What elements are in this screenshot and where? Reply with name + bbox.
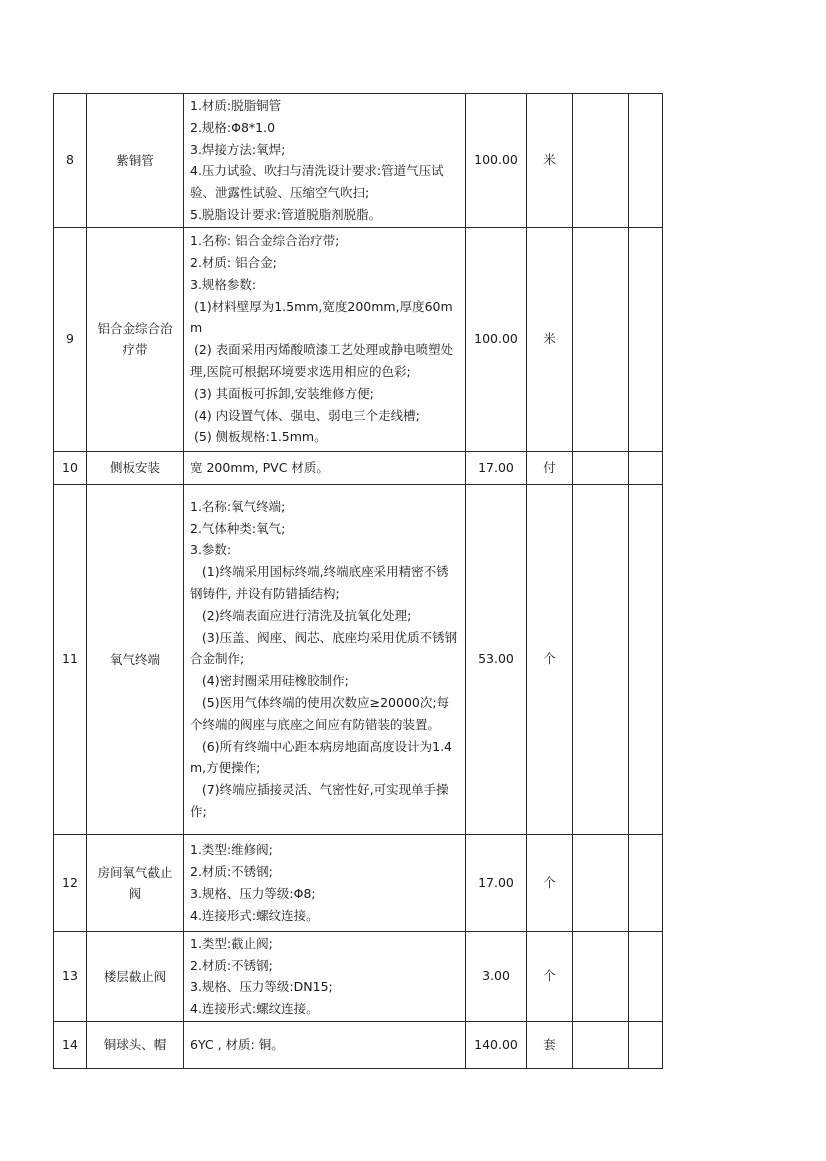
description-line: (1)终端采用国标终端,终端底座采用精密不锈钢铸件, 并设有防错插结构;: [190, 564, 449, 601]
item-name: 铜球头、帽: [87, 1021, 184, 1068]
spec-table: [53, 93, 663, 1069]
description-line: (6)所有终端中心距本病房地面高度设计为1.4m,方便操作;: [190, 738, 453, 776]
empty-cell: [573, 834, 629, 931]
table-row: [54, 1021, 663, 1068]
item-unit: 个: [527, 931, 573, 1021]
row-number: 9: [54, 227, 87, 451]
empty-cell: [629, 931, 663, 1021]
empty-cell: [573, 484, 629, 834]
table-row: [54, 227, 663, 451]
empty-cell: [629, 484, 663, 834]
row-number: 14: [54, 1021, 87, 1068]
description-line: 6YC , 材质: 铜。: [190, 1037, 284, 1053]
description-line: 3.规格、压力等级:DN15;: [190, 979, 333, 995]
item-name: 房间氧气截止阀: [87, 834, 184, 931]
item-quantity: 100.00: [466, 94, 527, 228]
item-description: [184, 931, 466, 1021]
description-line: (7)终端应插接灵活、气密性好,可实现单手操作;: [190, 782, 449, 819]
empty-cell: [573, 1021, 629, 1068]
description-line: (1)材料壁厚为1.5mm,宽度200mm,厚度60mm: [190, 298, 453, 336]
item-name: 楼层截止阀: [87, 931, 184, 1021]
description-line: (3)压盖、阀座、阀芯、底座均采用优质不锈钢合金制作;: [190, 629, 458, 667]
description-line: 1.类型:截止阀;: [190, 935, 273, 951]
item-description: [184, 227, 466, 451]
item-unit: 套: [527, 1021, 573, 1068]
description-line: 2.材质: 铝合金;: [190, 255, 277, 271]
item-description: [184, 484, 466, 834]
empty-cell: [573, 451, 629, 484]
empty-cell: [629, 834, 663, 931]
empty-cell: [573, 94, 629, 228]
spec-table-body: [54, 94, 663, 1069]
empty-cell: [629, 451, 663, 484]
item-quantity: 17.00: [466, 451, 527, 484]
row-number: 12: [54, 834, 87, 931]
description-line: (5) 侧板规格:1.5mm。: [190, 429, 327, 445]
item-unit: 付: [527, 451, 573, 484]
description-line: (4) 内设置气体、强电、弱电三个走线槽;: [190, 407, 420, 423]
description-line: 2.气体种类:氧气;: [190, 520, 286, 536]
description-line: 1.名称:氧气终端;: [190, 498, 286, 514]
description-line: 1.类型:维修阀;: [190, 842, 273, 858]
description-line: 4.连接形式:螺纹连接。: [190, 1001, 319, 1017]
item-unit: 米: [527, 227, 573, 451]
description-line: 4.压力试验、吹扫与清洗设计要求:管道气压试验、泄露性试验、压缩空气吹扫;: [190, 163, 444, 201]
item-quantity: 100.00: [466, 227, 527, 451]
item-quantity: 53.00: [466, 484, 527, 834]
empty-cell: [573, 227, 629, 451]
description-line: (5)医用气体终端的使用次数应≥20000次;每个终端的阀座与底座之间应有防错装的装置。: [190, 694, 450, 732]
description-line: 3.规格参数:: [190, 276, 257, 292]
item-unit: 米: [527, 94, 573, 228]
item-description: [184, 834, 466, 931]
description-line: (3) 其面板可拆卸,安装维修方便;: [190, 385, 374, 401]
empty-cell: [573, 931, 629, 1021]
item-name: 侧板安装: [87, 451, 184, 484]
description-line: (2)终端表面应进行清洗及抗氧化处理;: [190, 607, 412, 623]
table-row: [54, 94, 663, 228]
description-line: 3.规格、压力等级:Φ8;: [190, 885, 316, 901]
item-name: 紫铜管: [87, 94, 184, 228]
item-description: [184, 451, 466, 484]
item-quantity: 3.00: [466, 931, 527, 1021]
item-description: [184, 94, 466, 228]
description-line: (4)密封圈采用硅橡胶制作;: [190, 673, 349, 689]
description-line: 5.脱脂设计要求:管道脱脂剂脱脂。: [190, 206, 382, 222]
empty-cell: [629, 94, 663, 228]
description-line: 1.名称: 铝合金综合治疗带;: [190, 233, 340, 249]
description-line: (2) 表面采用丙烯酸喷漆工艺处理或静电喷塑处理,医院可根据环境要求选用相应的色彩;: [190, 342, 454, 380]
empty-cell: [629, 1021, 663, 1068]
empty-cell: [629, 227, 663, 451]
row-number: 13: [54, 931, 87, 1021]
description-line: 2.规格:Φ8*1.0: [190, 119, 276, 135]
item-name: 铝合金综合治疗带: [87, 227, 184, 451]
description-line: 1.材质:脱脂铜管: [190, 98, 282, 113]
description-line: 4.连接形式:螺纹连接。: [190, 907, 319, 923]
description-line: 2.材质:不锈钢;: [190, 957, 273, 973]
item-name: 氧气终端: [87, 484, 184, 834]
item-quantity: 17.00: [466, 834, 527, 931]
description-line: 3.焊接方法:氧焊;: [190, 141, 286, 157]
table-row: [54, 484, 663, 834]
row-number: 8: [54, 94, 87, 228]
description-line: 2.材质:不锈钢;: [190, 863, 273, 879]
description-line: 3.参数:: [190, 542, 232, 558]
table-row: [54, 931, 663, 1021]
description-line: 宽 200mm, PVC 材质。: [190, 459, 329, 475]
row-number: 11: [54, 484, 87, 834]
item-unit: 个: [527, 834, 573, 931]
item-description: [184, 1021, 466, 1068]
row-number: 10: [54, 451, 87, 484]
item-unit: 个: [527, 484, 573, 834]
item-quantity: 140.00: [466, 1021, 527, 1068]
table-row: [54, 834, 663, 931]
table-row: [54, 451, 663, 484]
